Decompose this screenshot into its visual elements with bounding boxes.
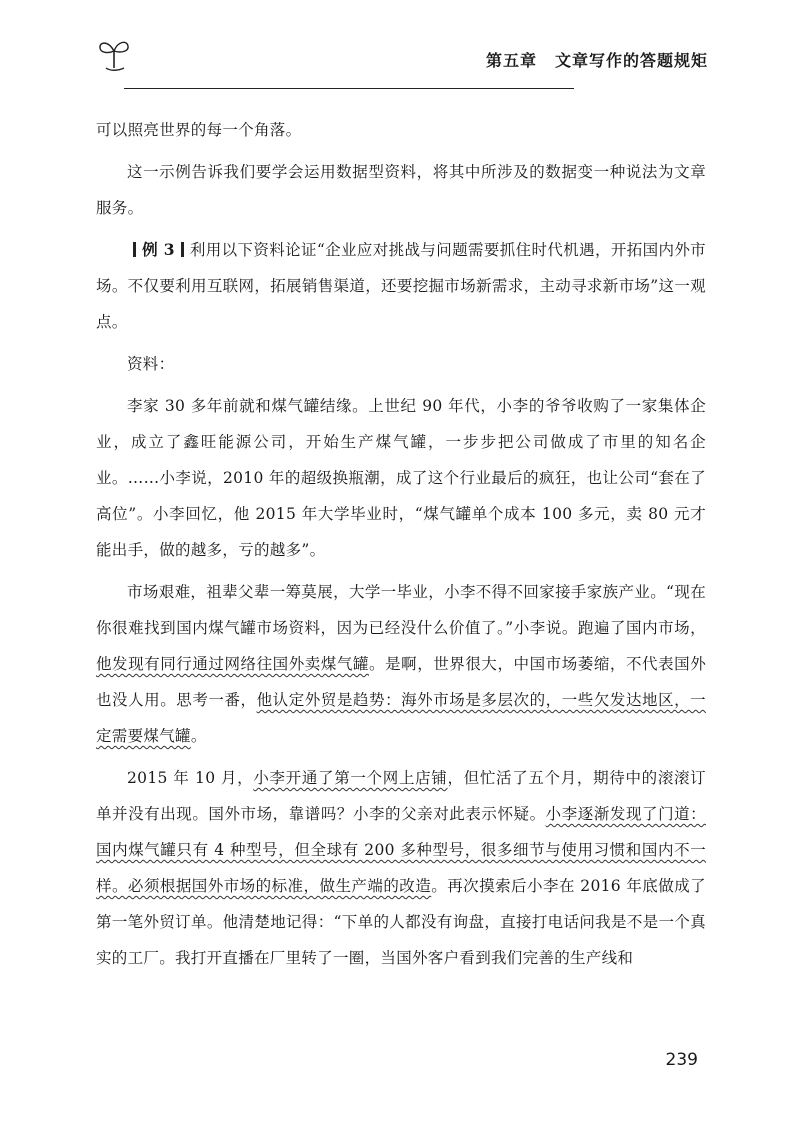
p6-underline-1: 小李开通了第一个网上店铺 [253,769,448,787]
sprout-ornament-icon [96,34,132,72]
material-label: 资料： [127,355,175,373]
p5-text-c: 。 [190,727,207,745]
chapter-heading [486,48,708,71]
paragraph-6 [96,760,706,976]
p6-text-c: 。再次摸索后小李在 2016 年底做成了第一笔外贸订单。他清楚地记得：“下单的人都没有询盘，直接打电话问我是不是一个真实的工厂。我打开直播在厂里转了一圈，当国外客户看到我们完善的生产线和 [96,877,706,967]
example-paragraph [96,232,706,340]
example-label: 例 3 [142,240,175,259]
p6-text-a: 2015 年 10 月， [127,769,254,787]
chapter-title: 文章写作的答题规矩 [554,51,708,70]
paragraph-5 [96,574,706,754]
page-header [96,30,716,80]
example-bar-left [133,242,136,257]
paragraph-0: 可以照亮世界的每一个角落。 [96,121,302,139]
p6-underline-2: 小李逐渐发现了门道：国内煤气罐只有 4 种型号，但全球有 200 多种型号，很多细节与使用习惯和国内不一样。必须根据国外市场的标准，做生产端的改造 [96,805,706,895]
header-rule [124,88,574,89]
p5-text-b: 。是啊，世界很大，中国市场萎缩，不代表国外也没人用。思考一番， [96,655,706,709]
paragraph-4: 李家 30 多年前就和煤气罐结缘。上世纪 90 年代，小李的爷爷收购了一家集体企业，成立了鑫旺能源公司，开始生产煤气罐，一步步把公司做成了市里的知名企业。……小李说，2010 年的超级换瓶潮，成了这个行业最后的疯狂，也让公司“套在了高位”。小李回忆，他 2015 年大学毕业时，“煤气罐单个成本 100 多元，卖 80 元才能出手，做的越多，亏的越多”。 [96,397,706,559]
paragraph-1: 这一示例告诉我们要学会运用数据型资料，将其中所涉及的数据变一种说法为文章服务。 [96,163,706,217]
p5-underline-2: 他认定外贸是趋势：海外市场是多层次的，一些欠发达地区，一定需要煤气罐 [96,691,706,745]
p5-text-a: 市场艰难，祖辈父辈一筹莫展，大学一毕业，小李不得不回家接手家族产业。“现在你很难找到国内煤气罐市场资料，因为已经没什么价值了。”小李说。跑遍了国内市场， [96,583,706,637]
example-bar-right [181,242,184,257]
p6-text-b: ，但忙活了五个月，期待中的滚滚订单并没有出现。国外市场，靠谱吗？小李的父亲对此表示怀疑。 [96,769,706,823]
p5-underline-1: 他发现有同行通过网络往国外卖煤气罐 [96,655,370,673]
example-text: 利用以下资料论证“企业应对挑战与问题需要抓住时代机遇，开拓国内外市场。不仅要利用互联网，拓展销售渠道，还要挖掘市场新需求，主动寻求新市场”这一观点。 [96,241,706,331]
page-body [96,112,706,982]
chapter-label: 第五章 [485,51,537,70]
page-number: 239 [665,1050,698,1070]
